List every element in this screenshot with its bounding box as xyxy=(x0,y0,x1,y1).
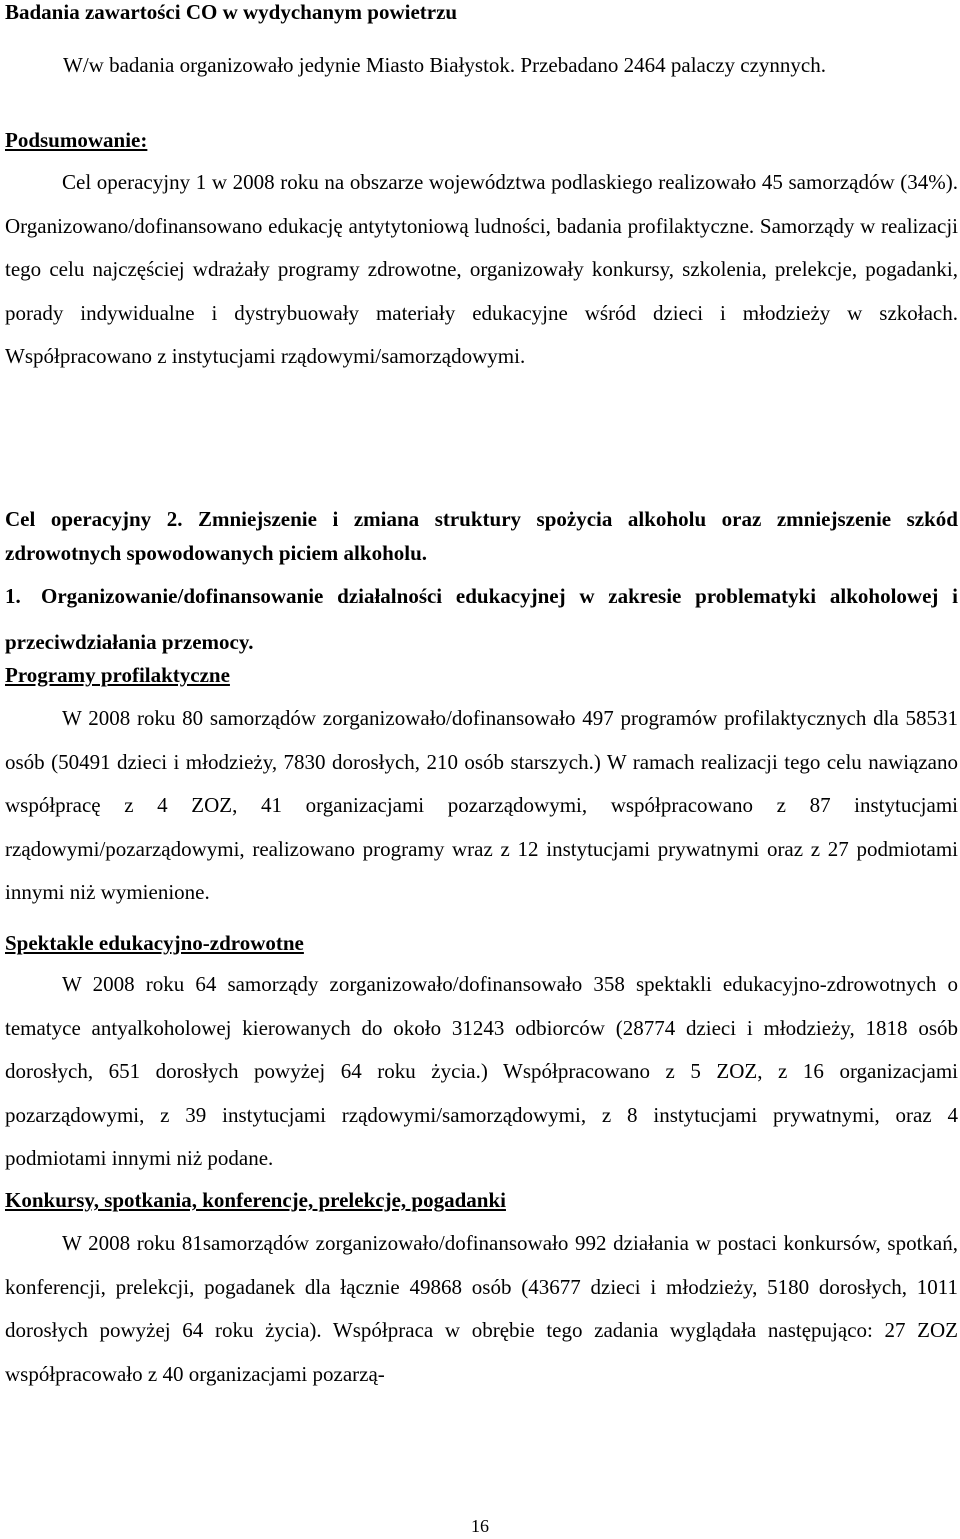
item-text: Organizowanie/dofinansowanie działalności edukacyjnej w zakresie problematyki alkoholowej i przeciwdziałania przemocy. xyxy=(5,584,958,654)
page-number: 16 xyxy=(471,1516,489,1536)
numbered-item-1 xyxy=(5,573,958,665)
programs-paragraph: W 2008 roku 80 samorządów zorganizowało/dofinansowało 497 programów profilaktycznych dla 58531 osób (50491 dzieci i młodzieży, 7830 dorosłych, 210 osób starszych.) W ramach realizacji tego celu nawiązano współpracę z 4 ZOZ, 41 organizacjami pozarządowymi, współpracowano z 87 instytucjami rządowymi/pozarządowymi, realizowano programy wraz z 12 instytucjami prywatnymi oraz z 27 podmiotami innymi niż wymienione. xyxy=(5,706,958,904)
section-co-paragraph: W/w badania organizowało jedynie Miasto Białystok. Przebadano 2464 palaczy czynnych. xyxy=(63,53,826,77)
spectacles-paragraph: W 2008 roku 64 samorządy zorganizowało/dofinansowało 358 spektakli edukacyjno-zdrowotnych o tematyce antyalkoholowej kierowanych do około 31243 odbiorców (28774 dzieci i młodzieży, 1818 osób dorosłych, 651 dorosłych powyżej 64 roku życia.) Współpracowano z 5 ZOZ, z 16 organizacjami pozarządowymi, z 39 instytucjami rządowymi/samorządowymi, z 8 instytucjami prywatnymi, oraz 4 podmiotami innymi niż podane. xyxy=(5,972,958,1170)
operational-goal-2-heading: Cel operacyjny 2. Zmniejszenie i zmiana struktury spożycia alkoholu oraz zmniejszenie szkód zdrowotnych spowodowanych piciem alkoholu. xyxy=(5,507,958,565)
item-number: 1. xyxy=(5,584,21,608)
summary-title: Podsumowanie: xyxy=(5,128,148,152)
spectacles-title: Spektakle edukacyjno-zdrowotne xyxy=(5,931,304,955)
contests-title: Konkursy, spotkania, konferencje, prelekcje, pogadanki xyxy=(5,1188,506,1212)
section-title-co-tests: Badania zawartości CO w wydychanym powietrzu xyxy=(5,0,458,24)
contests-paragraph: W 2008 roku 81samorządów zorganizowało/dofinansowało 992 działania w postaci konkursów, spotkań, konferencji, prelekcji, pogadanek dla łącznie 49868 osób (43677 dzieci i młodzieży, 5180 dorosłych, 1011 dorosłych powyżej 64 roku życia). Współpraca w obrębie tego zadania wyglądała następująco: 27 ZOZ współpracowało z 40 organizacjami pozarzą- xyxy=(5,1231,958,1386)
programs-title: Programy profilaktyczne xyxy=(5,663,230,687)
summary-paragraph: Cel operacyjny 1 w 2008 roku na obszarze województwa podlaskiego realizowało 45 samorządów (34%). Organizowano/dofinansowano edukację antytytoniową ludności, badania profilaktyczne. Samorządy w realizacji tego celu najczęściej wdrażały programy zdrowotne, organizowały konkursy, szkolenia, prelekcje, pogadanki, porady indywidualne i dystrybuowały materiały edukacyjne wśród dzieci i młodzieży w szkołach. Współpracowano z instytucjami rządowymi/samorządowymi. xyxy=(5,170,958,368)
